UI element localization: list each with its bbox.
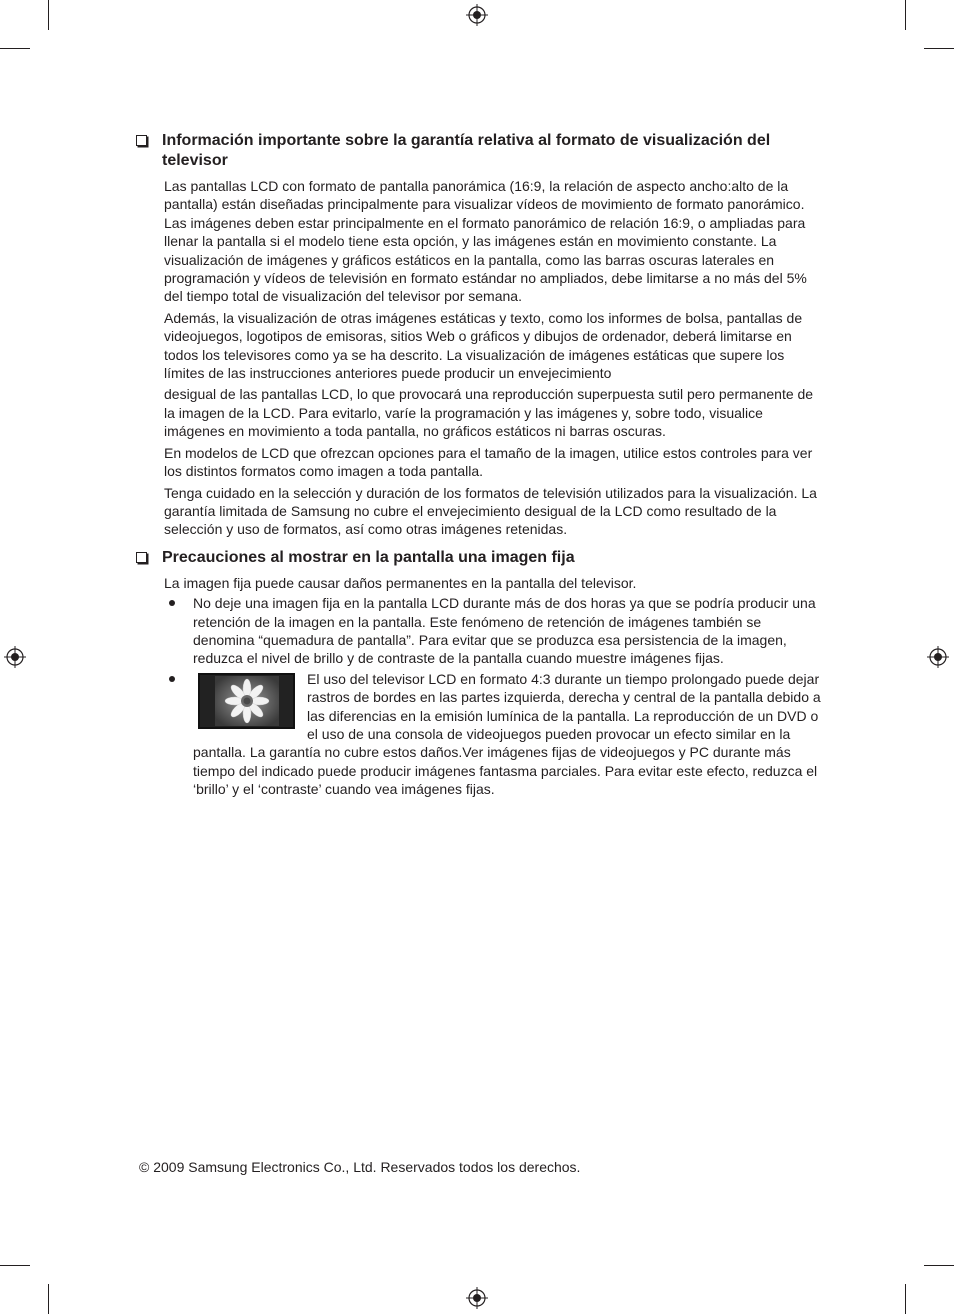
checkbox-icon	[136, 552, 147, 563]
list-item-text: No deje una imagen fija en la pantalla LCD durante más de dos horas ya que se podría producir una retención de la imagen en la pantalla. Este fenómeno de retención de imágenes también se denomina “quemadura de pantalla”. Para evitar que se produzca esa persistencia de la imagen, reduzca el nivel de brillo y de contraste de la pantalla cuando muestre imágenes fijas.	[193, 595, 816, 667]
tv-flower-image	[198, 673, 295, 729]
registration-mark-icon	[466, 4, 488, 26]
list-item	[164, 670, 826, 799]
checkbox-icon	[136, 135, 147, 146]
crop-mark-bottom-left-h	[0, 1265, 30, 1266]
crop-mark-top-right-h	[924, 48, 954, 49]
paragraph: Tenga cuidado en la selección y duración de los formatos de televisión utilizados para la visualización. La garantía limitada de Samsung no cubre el envejecimiento desigual de la LCD como resultado de la selección y uso de formatos, así como otras imágenes retenidas.	[164, 484, 817, 538]
flower-icon	[215, 676, 279, 726]
paragraph: Las pantallas LCD con formato de pantalla panorámica (16:9, la relación de aspecto ancho:alto de la pantalla) están diseñadas principalmente para visualizar vídeos de movimiento de formato panorámico. Las imágenes deben estar principalmente en el formato panorámico de relación 16:9, o ampliadas para llenar la pantalla si el modelo tiene esta opción, y las imágenes están en movimiento constante. La visualización de imágenes y gráficos estáticos en la pantalla, como las barras oscuras laterales en programación y vídeos de televisión en formato estándar no ampliados, debe limitarse a no más del 5% del tiempo total de visualización del televisor por semana.	[164, 178, 807, 305]
list-item	[164, 594, 826, 668]
crop-mark-top-left-h	[0, 48, 30, 49]
registration-mark-icon	[927, 646, 949, 668]
crop-mark-top-left-v	[48, 0, 49, 30]
registration-mark-icon	[4, 646, 26, 668]
bullet-icon	[169, 676, 175, 682]
heading-text: Información importante sobre la garantía relativa al formato de visualización del televisor	[162, 132, 771, 169]
paragraph: La imagen fija puede causar daños permanentes en la pantalla del televisor.	[164, 574, 637, 591]
list-item-text: El uso del televisor LCD en formato 4:3 durante un tiempo prolongado puede dejar rastros de bordes en las partes izquierda, derecha y central de la pantalla debido a las diferencias en la emisión lumínica de la pantalla. La reproducción de un DVD o el uso de una consola de videojuegos pueden provocar un efecto similar en la pantalla. La garantía no cubre estos daños.Ver imágenes fijas de videojuegos y PC durante más tiempo del indicado puede producir imágenes fantasma parciales. Para evitar este efecto, reduzca el ‘brillo’ y el ‘contraste’ cuando vea imágenes fijas.	[193, 670, 821, 798]
heading-text: Precauciones al mostrar en la pantalla una imagen fija	[162, 548, 575, 566]
bullet-icon	[169, 600, 175, 606]
section-heading-warranty	[136, 131, 826, 171]
crop-mark-top-right-v	[905, 0, 906, 30]
section-heading-still-image	[136, 548, 826, 568]
crop-mark-bottom-left-v	[48, 1284, 49, 1314]
paragraph: desigual de las pantallas LCD, lo que provocará una reproducción superpuesta sutil pero permanente de la imagen de la LCD. Para evitarlo, varíe la programación y las imágenes y, sobre todo, visualice imágenes en movimiento a toda pantalla, no gráficos estáticos ni barras oscuras.	[164, 386, 814, 440]
crop-mark-bottom-right-h	[924, 1265, 954, 1266]
paragraph: En modelos de LCD que ofrezcan opciones para el tamaño de la imagen, utilice estos controles para ver los distintos formatos como imagen a toda pantalla.	[164, 444, 813, 480]
crop-mark-bottom-right-v	[905, 1284, 906, 1314]
main-content	[136, 131, 826, 801]
copyright-footer: © 2009 Samsung Electronics Co., Ltd. Reservados todos los derechos.	[139, 1159, 581, 1175]
bullet-list	[164, 594, 826, 798]
registration-mark-icon	[466, 1287, 488, 1309]
paragraph: Además, la visualización de otras imágenes estáticas y texto, como los informes de bolsa, pantallas de videojuegos, logotipos de emisoras, sitios Web o gráficos y dibujos de ordenador, deberá limitarse en todos los televisores como ya se ha descrito. La visualización de imágenes estáticas que supere los límites de las instrucciones anteriores puede producir un envejecimiento	[164, 309, 803, 382]
